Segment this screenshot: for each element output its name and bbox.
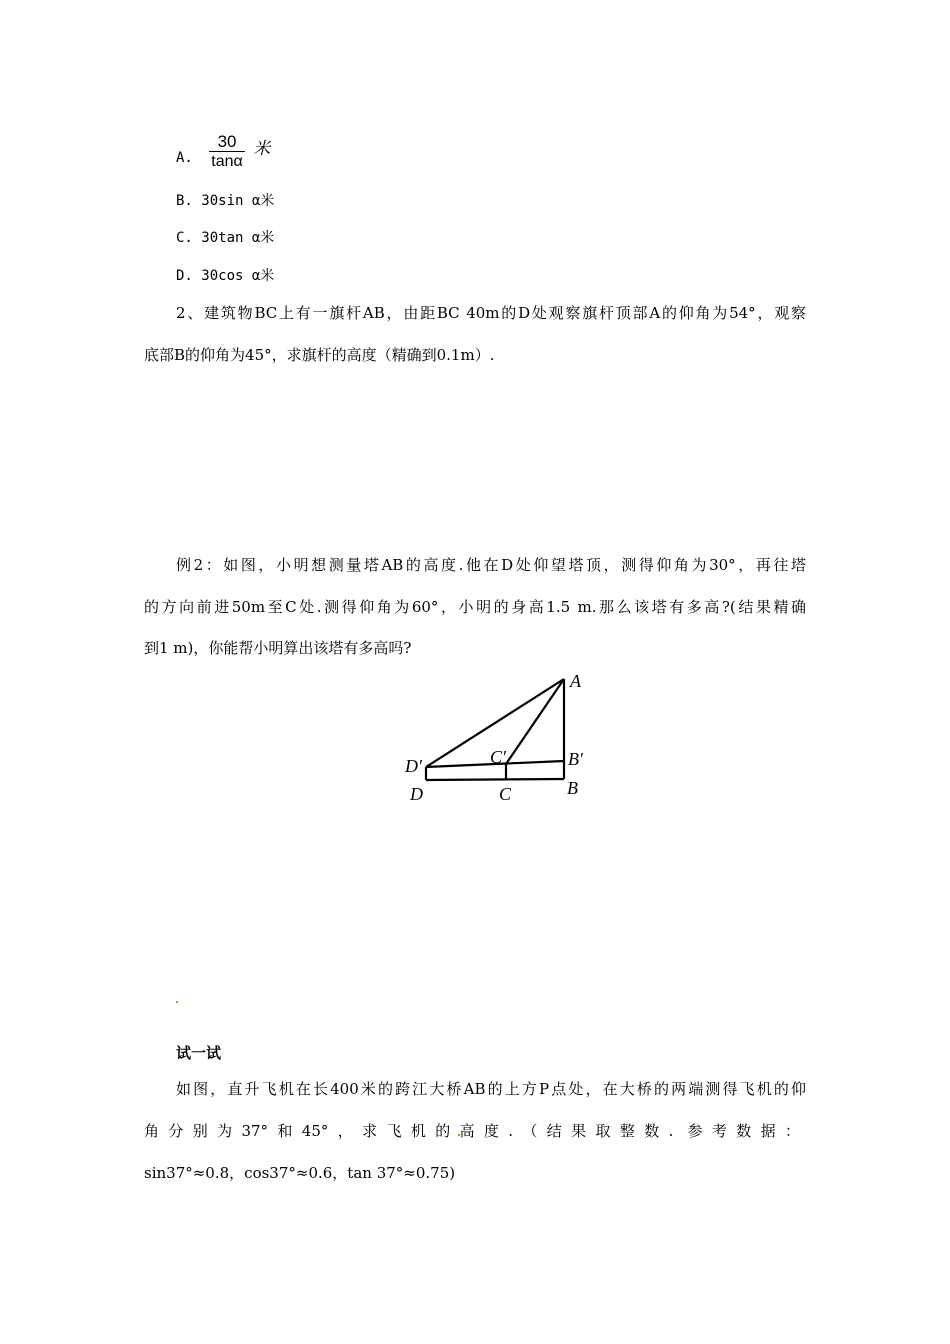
stray-mark [176,1001,178,1003]
example-2-line-2: 的方向前进50m至C处.测得仰角为60°，小明的身高1.5 m.那么该塔有多高?(结果精确 [144,598,806,616]
option-a-unit: 米 [253,138,271,158]
fraction-denominator: tanα [211,153,243,170]
label-c: C [499,784,512,800]
question-2-line-2: 底部B的仰角为45°，求旗杆的高度（精确到0.1m）. [144,346,495,364]
fraction-numerator: 30 [217,132,237,151]
tower-figure [400,670,600,800]
example-2-line-1: 例2：如图，小明想测量塔AB的高度.他在D处仰望塔顶，测得仰角为30°，再往塔 [176,556,806,574]
label-a: A [570,671,581,691]
try-it-line-1: 如图，直升飞机在长400米的跨江大桥AB的上方P点处，在大桥的两端测得飞机的仰 [176,1080,806,1098]
option-d: D. 30cos α米 [176,268,275,284]
example-2-line-3: 到1 m)，你能帮小明算出该塔有多高吗? [144,639,412,657]
label-b-prime: B′ [568,749,583,769]
label-d: D [410,784,423,800]
question-2-line-1: 2、建筑物BC上有一旗杆AB，由距BC 40m的D处观察旗杆顶部A的仰角为54°，观察 [176,304,806,322]
try-it-line-3: sin37°≈0.8，cos37°≈0.6，tan 37°≈0.75) [144,1164,456,1182]
option-a-fraction [209,132,245,171]
option-a [176,132,270,171]
option-c: C. 30tan α米 [176,230,275,246]
try-it-line-2: 角分别为37°和45°，求飞机的高度.（结果取整数. 参考数据： [144,1122,800,1140]
line-c-prime-a [506,679,564,764]
ground-db [426,779,564,780]
option-a-label: A. [176,149,193,166]
option-b: B. 30sin α米 [176,193,275,209]
label-c-prime: C′ [490,747,506,767]
label-d-prime: D′ [405,756,422,776]
try-it-heading: 试一试 [176,1044,222,1062]
label-b: B [567,778,578,798]
